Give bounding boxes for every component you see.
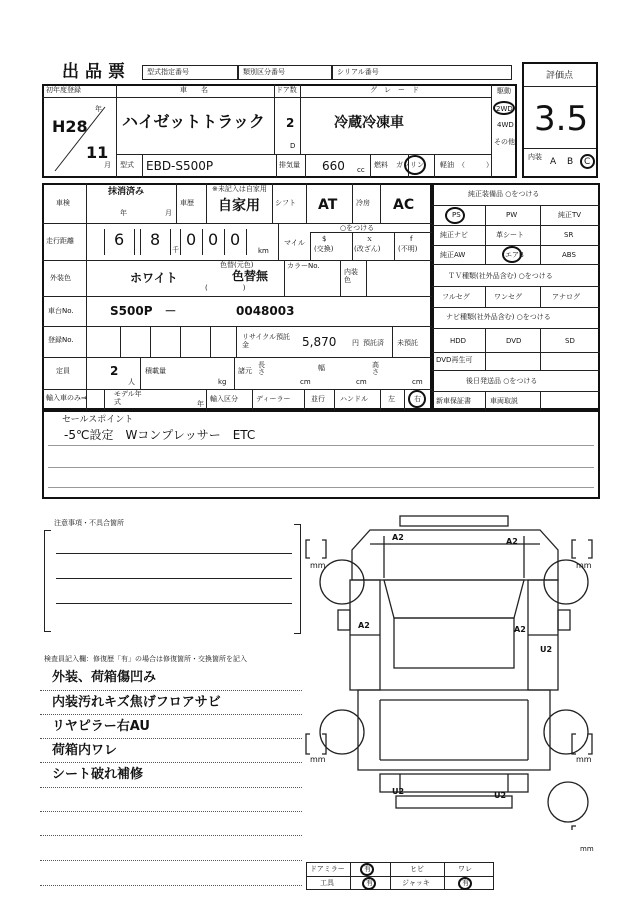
form-title: 出品票 (62, 62, 131, 82)
navi-dvd: DVD (506, 337, 522, 345)
tools-circle (362, 877, 376, 890)
recycle-unit: 円 (352, 339, 359, 347)
height-cm-unit: cm (412, 378, 423, 386)
grade-value: 冷蔵冷凍車 (334, 115, 404, 131)
inspection-year-unit: 年 (120, 209, 127, 217)
roof-shape (394, 618, 514, 668)
recycle-value: 5,870 (302, 335, 337, 349)
navi-title: ナビ種類(社外品含む) ○をつける (446, 313, 551, 321)
spare-mm-unit: mm (580, 845, 594, 853)
rating-box (522, 62, 598, 178)
handle-left: 左 (388, 395, 395, 403)
interior-label: 内装 (528, 153, 542, 161)
equip-sr: SR (564, 231, 574, 239)
shift-label: シフト (275, 199, 296, 207)
mileage-digit-5: 0 (230, 230, 241, 249)
car-name: ハイゼットトラック (122, 112, 265, 131)
thousand-unit: 千 (172, 246, 179, 254)
svg-text:mm: mm (310, 755, 326, 764)
chassis-number: 0048003 (236, 304, 295, 318)
dims-label: 諸元 (238, 367, 252, 375)
registration-label: 登録No. (48, 336, 74, 344)
load-label: 積載量 (145, 367, 166, 375)
equip-navi: 純正ナビ (440, 231, 468, 239)
rating-label: 評価点 (546, 71, 574, 81)
mark-door-left: A2 (358, 621, 370, 630)
year-unit: 年 (95, 105, 102, 113)
displacement-label: 排気量 (279, 161, 300, 169)
type-cert-label: 型式指定番号 (147, 68, 189, 76)
svg-text:mm: mm (576, 561, 592, 570)
color-value: ホワイト (130, 271, 178, 285)
repaint-label: 色替(元色) (220, 261, 254, 269)
inspector-line-5: シート破れ補修 (52, 767, 144, 782)
inspection-month-unit: 月 (165, 209, 172, 217)
door-mirror-circle (360, 863, 374, 876)
tv-oneseg: ワンセグ (494, 293, 522, 301)
cargo-bed-shape (358, 690, 550, 770)
serial-box (332, 65, 512, 80)
tools-mark: 有 (366, 879, 373, 887)
displacement-value: 660 (322, 159, 345, 173)
fuel-label: 燃料 (374, 161, 388, 169)
height-label: 高さ (372, 361, 379, 376)
import-parallel: 並行 (311, 395, 325, 403)
grade-label: グ レ ー ド (370, 86, 419, 94)
drive-2wd: 2WD (496, 105, 513, 113)
class-label: 類別区分番号 (243, 68, 285, 76)
mileage-circle-note: ○をつける (340, 224, 375, 232)
handle-right-circle (408, 390, 426, 408)
first-reg-label: 初年度登録 (46, 86, 81, 94)
mark-door-right: A2 (514, 625, 526, 634)
fuel-gas: ガソリン (396, 161, 424, 169)
chassis-prefix: S500P － (110, 304, 177, 318)
capacity-label: 定員 (56, 367, 70, 375)
crack-label: ヒビ (410, 865, 424, 873)
aftermarket-manual: 車両取説 (490, 397, 518, 405)
width-cm-unit: cm (356, 378, 367, 386)
fuel-diesel: 軽油 (440, 161, 454, 169)
history-value: 自家用 (218, 198, 260, 214)
mileage-opt2-bottom: (改ざん) (354, 245, 381, 253)
load-kg-unit: kg (218, 378, 227, 386)
import-class-label: 輸入区分 (210, 395, 238, 403)
mileage-digit-4: 0 (208, 230, 219, 249)
windshield-shape (384, 580, 524, 618)
svg-text:mm: mm (576, 755, 592, 764)
mileage-opt3-bottom: (不明) (398, 245, 418, 253)
mileage-digit-2: 8 (150, 230, 161, 249)
inspector-line-4: 荷箱内ワレ (52, 743, 118, 758)
equip-aw: 純正AW (440, 251, 466, 259)
history-note: ※未記入は自家用 (212, 185, 267, 193)
drive-other: その他 (494, 138, 515, 146)
handle-right: 右 (414, 395, 421, 403)
repaint-value: 色替無 (232, 269, 269, 283)
tv-fullseg: フルセグ (442, 293, 470, 301)
mileage-label: 走行距離 (46, 237, 74, 245)
fuel-other: （ ） (458, 161, 493, 169)
mark-side-right: U2 (540, 645, 553, 654)
drive-label: 駆動 (497, 87, 511, 95)
capacity-unit: 人 (128, 378, 135, 386)
mileage-opt1-bottom: (交換) (314, 245, 334, 253)
model-value: EBD-S500P (146, 159, 214, 173)
sales-point-label: セールスポイント (62, 415, 134, 425)
door-mirror-mark: 有 (364, 865, 371, 873)
recycle-deposited: 預託済 (363, 339, 384, 347)
interior-b: B (567, 157, 574, 167)
aftermarket-title: 後日発送品 ○をつける (466, 377, 538, 385)
import-dealer: ディーラー (256, 395, 291, 403)
tv-title: ＴＶ種類(社外品含む) ○をつける (448, 272, 553, 280)
doors-label: ドア数 (276, 86, 297, 94)
equipment-title: 純正装備品 ○をつける (468, 190, 540, 198)
type-cert-box (142, 65, 238, 80)
capacity-value: 2 (110, 364, 119, 378)
first-reg-year: H28 (52, 117, 88, 136)
serial-label: シリアル番号 (337, 68, 379, 76)
equip-tv: 純正TV (558, 211, 582, 219)
jack-circle (458, 877, 472, 890)
inspector-line-3: リヤピラー右AU (52, 719, 150, 734)
class-box (238, 65, 332, 80)
tools-label: 工具 (320, 879, 334, 887)
door-mirror-label: ドアミラー (310, 865, 345, 873)
caution-left-bracket (44, 530, 51, 632)
mileage-digit-3: 0 (186, 230, 197, 249)
caution-label: 注意事項・不具合箇所 (54, 519, 124, 527)
hood-shape (352, 530, 558, 580)
car-name-label: 車 名 (180, 86, 208, 94)
inspection-value: 抹消済み (108, 187, 145, 197)
equip-ps-circle (445, 207, 465, 224)
equip-abs: ABS (562, 251, 576, 259)
jack-label: ジャッキ (402, 879, 430, 887)
inspector-line-1: 外装、荷箱傷凹み (52, 670, 157, 685)
equip-ps: PS (452, 211, 461, 219)
sales-point-text: -5℃設定 Wコンプレッサー ETC (64, 428, 256, 442)
aftermarket-warranty: 新車保証書 (436, 397, 471, 405)
ac-value: AC (393, 197, 415, 213)
vehicle-diagram (300, 510, 610, 830)
first-reg-cell (50, 103, 110, 173)
svg-text:mm: mm (310, 561, 326, 570)
history-label: 車歴 (180, 199, 194, 207)
broken-label: ワレ (458, 865, 472, 873)
mileage-digit-1: 6 (114, 230, 125, 249)
mileage-opt2-top: ｘ (366, 235, 373, 243)
mileage-opt3-top: f (410, 235, 413, 243)
interior-c-circle (580, 154, 595, 169)
jack-mark: 有 (462, 879, 469, 887)
rating-score: 3.5 (534, 99, 589, 139)
width-label: 幅 (318, 364, 325, 372)
equip-pw: PW (506, 211, 518, 219)
dvd-playback-label: DVD再生可 (436, 356, 473, 364)
doors-unit: D (290, 142, 296, 150)
navi-hdd: HDD (450, 337, 467, 345)
interior-a: A (550, 157, 557, 167)
mileage-opt1-top: $ (322, 235, 327, 243)
mile-label: マイル (284, 239, 305, 247)
color-no-label: カラーNo. (287, 262, 320, 270)
equip-airbag: エアB (505, 251, 524, 259)
month-unit: 月 (104, 161, 111, 169)
first-reg-month: 11 (86, 143, 109, 162)
length-label: 長さ (258, 361, 265, 376)
interior-c: C (584, 157, 591, 167)
inspector-label: 検査員記入欄：修復歴「有」の場合は修復箇所・交換箇所を記入 (44, 655, 247, 663)
model-year-unit: 年 (197, 400, 204, 408)
drive-4wd: 4WD (497, 121, 514, 129)
ac-label: 冷房 (356, 199, 370, 207)
interior-color-label: 内装色 (344, 268, 358, 285)
mark-front-left: A2 (392, 533, 404, 542)
drive-2wd-circle (493, 101, 515, 115)
recycle-label: リサイクル預託金 (242, 333, 291, 350)
fuel-gas-circle (404, 155, 426, 175)
km-unit: km (258, 247, 269, 255)
model-year-label: モデル年式 (114, 390, 142, 406)
recycle-not-deposited: 未預託 (397, 339, 418, 347)
equip-airbag-circle (502, 246, 522, 263)
front-bumper-shape (400, 516, 508, 526)
chassis-label: 車台No. (48, 307, 74, 315)
front-left-wheel-shape (320, 560, 364, 604)
mark-rear-left: U2 (392, 787, 405, 796)
color-label: 外装色 (50, 274, 71, 282)
length-cm-unit: cm (300, 378, 311, 386)
mark-front-right: A2 (506, 537, 518, 546)
tv-analog: アナログ (552, 293, 580, 301)
model-label: 型式 (120, 161, 134, 169)
equip-leather: 革シート (496, 231, 524, 239)
repaint-paren: ( ) (205, 284, 246, 292)
spare-wheel-shape (548, 782, 588, 822)
handle-label: ハンドル (340, 395, 368, 403)
shift-value: AT (318, 197, 338, 213)
displacement-unit: cc (357, 166, 365, 174)
doors-value: 2 (286, 116, 295, 130)
inspection-label: 車検 (56, 199, 70, 207)
import-label: 輸入車のみ⇒ (46, 394, 87, 402)
first-reg-slash (50, 103, 110, 173)
navi-sd: SD (565, 337, 575, 345)
inspector-line-2: 内装汚れキズ焦げフロアサビ (52, 695, 221, 710)
mark-rear-right: U2 (494, 791, 507, 800)
